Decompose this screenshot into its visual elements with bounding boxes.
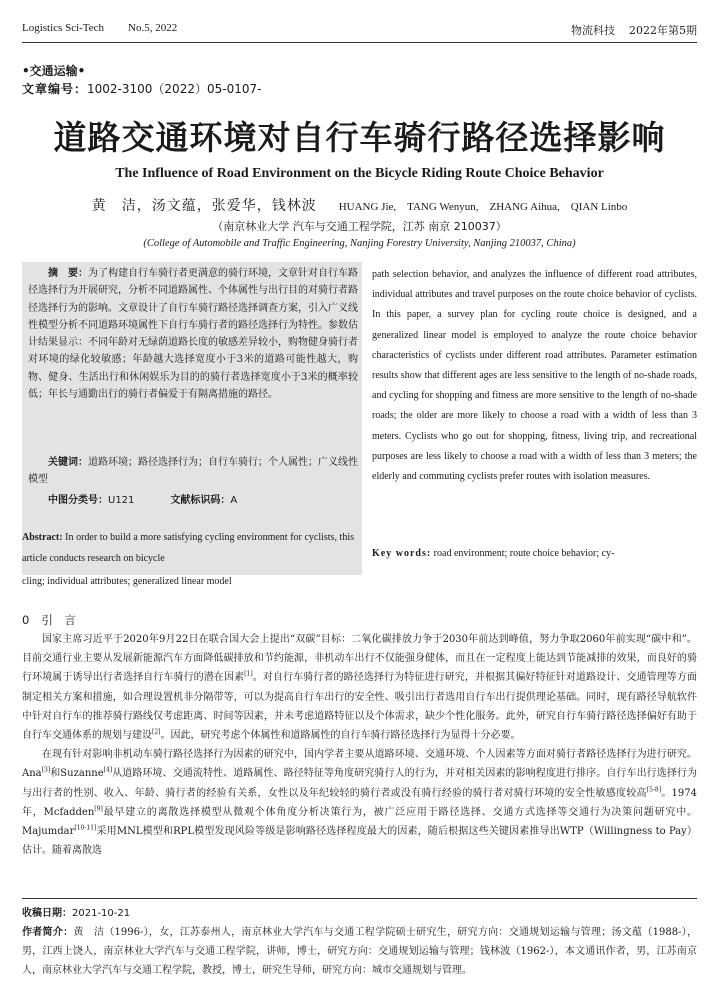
citation: [2]	[152, 728, 161, 736]
document-code	[170, 495, 237, 506]
paragraph-2-text-e: 最早建立的离散选择模型从微观个体角度分析决策行为，被广泛应用于路径选择、交通方式选择等交通行为决策问题研究中。Majumdar	[22, 806, 698, 838]
clc-label: 中图分类号：	[48, 495, 108, 506]
abstract-en-label: Abstract:	[22, 532, 63, 543]
abstract-zh	[28, 265, 358, 403]
keywords-zh-label: 关键词：	[48, 457, 88, 468]
article-number-label: 文章编号：	[22, 82, 88, 96]
authors-zh: 黄 洁，汤文蕴，张爱华，钱林波	[91, 198, 317, 214]
issue-number-en: No.5, 2022	[128, 22, 178, 34]
author-line	[0, 195, 719, 215]
paragraph-2	[22, 745, 697, 860]
abstract-zh-label: 摘 要：	[48, 268, 88, 279]
citation: [4]	[103, 767, 113, 775]
running-header-left	[22, 22, 177, 34]
keywords-en-label: Key words:	[372, 548, 432, 559]
title-en: The Influence of Road Environment on the Bicycle Riding Route Choice Behavior	[115, 166, 604, 181]
clc-number	[48, 495, 134, 506]
keywords-en-continued: cling; individual attributes; generalized linear model	[22, 576, 232, 587]
article-number-value: 1002-3100（2022）05-0107-	[87, 82, 262, 96]
section-heading-introduction	[22, 612, 76, 628]
paragraph-2-text-d: 。1974年，Mcfadden	[22, 787, 698, 818]
abstract-zh-text: 为了构建自行车骑行者更满意的骑行环境，文章针对自行车路径选择行为开展研究，分析不同道路属性、个体属性与出行目的对骑行者路径选择行为的影响。文章设计了自行车骑行路径选择调查方案，引入广义线性模型分析不同道路环境属性下自行车骑行者的路径选择行为特性。参数估计结果显示：不同年龄对无绿荫道路长度的敏感差异较小，购物健身骑行者对环境的绿化较敏感；年龄越大选择宽度小于3米的道路可能性越大，购物、健身、生活出行和休闲娱乐为目的的骑行者选择宽度小于3米的概率较低；年长与通勤出行的骑行者偏爱于有隔离措施的路径。	[28, 268, 358, 401]
journal-name-zh: 物流科技	[571, 24, 615, 37]
clc-value: U121	[108, 495, 135, 506]
citation: [1]	[244, 671, 253, 679]
paragraph-2-text-c: 从道路环境、交通流特性、道路属性、路径特征等角度研究骑行人的行为，并对相关因素的影响程度进行排序。自行车出行选择行为与出行者的性别、收入、年龄、骑行者的经验有关系，女性以及年纪较轻的骑行者或没有骑行经验的骑行者对骑行环境的安全性敏感度较高	[22, 768, 698, 799]
citation: [9]	[94, 805, 103, 813]
abstract-en-right: path selection behavior, and analyzes the influence of different road attributes, individual attributes and travel purposes on the route choice behavior of cyclists. In this paper, a survey plan for cycling route choice is designed, and a generalized linear model is employed to analyze the route choice behavior characteristics of cyclists under different road attributes. Parameter estimation results show that different ages are less sensitive to the length of no-shade roads, and cycling for shopping and fitness are more sensitive to the length of no-shade roads; the older are more likely to choose a road with a width of less than 3 meters. Cyclists who go out for shopping, fitness, living trip, and recreational purposes are less likely to choose a road with a width of less than 3 meters; the elderly and commuting cyclists prefer routes with isolation measures.	[372, 269, 697, 483]
authors-en: HUANG Jie, TANG Wenyun, ZHANG Aihua, QIAN Linbo	[338, 201, 628, 213]
footnotes	[22, 904, 697, 980]
paragraph-1-text-a: 国家主席习近平于2020年9月22日在联合国大会上提出“双碳”目标：二氧化碳排放力争于2030年前达到峰值，努力争取2060年前实现“碳中和”。目前交通行业主要从发展新能源汽车方面降低碳排放和节约能源，非机动车出行不仅能强身健体，而且在一定程度上能达到节能减排的效果，而良好的骑行环境属于诱导出行者选择自行车骑行的潜在因素	[22, 634, 697, 684]
footnote-divider	[22, 898, 697, 899]
abstract-en-left	[22, 528, 354, 569]
document-code-label: 文献标识码：	[170, 495, 231, 506]
running-header	[22, 22, 697, 38]
body-text	[22, 630, 697, 860]
section-number: 0	[22, 613, 30, 627]
running-header-right	[571, 22, 697, 38]
header-divider	[22, 42, 697, 43]
section-title: 引 言	[41, 613, 76, 627]
author-bio-label: 作者简介：	[22, 927, 74, 938]
section-tag: •交通运输•	[22, 64, 86, 78]
paragraph-1-text-b: 。对自行车骑行者的路径选择行为特征进行研究，并根据其偏好特征针对道路设计、交通管理等方面制定相关方案和措施，如合理设置机非分隔带等，可以为提高自行车出行的安全性、吸引出行者选用自行车出行提供理论基础。同时，现有路径导航软件中针对自行车的推荐骑行路线仅考虑距离、时间等因素，并未考虑道路特征以及个体需求，缺少个性化服务。此外，研究自行车骑行路径选择偏好有助于自行车交通体系的规划与建设	[22, 672, 698, 742]
citation: [5-8]	[646, 786, 662, 794]
issue-number-zh: 2022年第5期	[629, 24, 697, 37]
author-bio	[22, 923, 697, 980]
article-number	[22, 80, 261, 97]
paragraph-2-text-a: 在现有针对影响非机动车骑行路径选择行为因素的研究中，国内学者主要从道路环境、交通环境、个人因素等方面对骑行者路径选择行为进行研究。Ana	[22, 749, 697, 780]
abstract-en-text-left: In order to build a more satisfying cycling environment for cyclists, this article conducts research on bicycle	[22, 532, 355, 564]
keywords-zh	[28, 454, 358, 489]
received-date	[22, 904, 697, 923]
document-code-value: A	[230, 495, 238, 506]
classification-line	[48, 491, 237, 506]
keywords-en	[372, 548, 697, 559]
journal-name-en: Logistics Sci-Tech	[22, 22, 105, 34]
affiliation-zh: （南京林业大学 汽车与交通工程学院，江苏 南京 210037）	[212, 220, 507, 233]
paragraph-1-text-c: 。因此，研究考虑个体属性和道路属性的自行车骑行路径选择行为显得十分必要。	[160, 730, 521, 742]
keywords-zh-text: 道路环境；路径选择行为；自行车骑行；个人属性；广义线性模型	[28, 457, 358, 486]
paragraph-1	[22, 630, 697, 745]
citation: [10-11]	[74, 824, 97, 832]
received-date-label: 收稿日期：	[22, 908, 72, 919]
citation: [3]	[41, 767, 51, 775]
paragraph-2-text-b: 和Suzanne	[50, 768, 104, 780]
keywords-en-text-1: road environment; route choice behavior; cy-	[433, 548, 615, 559]
author-bio-text: 黄 洁（1996-），女，江苏泰州人，南京林业大学汽车与交通工程学院硕士研究生，研究方向：交通规划运输与管理；汤文蕴（1988-），男，江西上饶人，南京林业大学汽车与交通工程学院，讲师，博士，研究方向：交通规划运输与管理；钱林波（1962-），本文通讯作者，男，江苏南京人，南京林业大学汽车与交通工程学院，教授，博士，研究生导师，研究方向：城市交通规划与管理。	[22, 927, 698, 976]
paragraph-2-text-f: 采用MNL模型和RPL模型发现风险等级是影响路径选择程度最大的因素，随后根据这些关键因素推导出WTP（Willingness to Pay）估计。随着离散选	[22, 826, 697, 857]
title-zh: 道路交通环境对自行车骑行路径选择影响	[53, 118, 666, 157]
affiliation-en: (College of Automobile and Traffic Engineering, Nanjing Forestry University, Nanjing 210037, China)	[143, 238, 576, 249]
received-date-value: 2021-10-21	[72, 908, 131, 919]
